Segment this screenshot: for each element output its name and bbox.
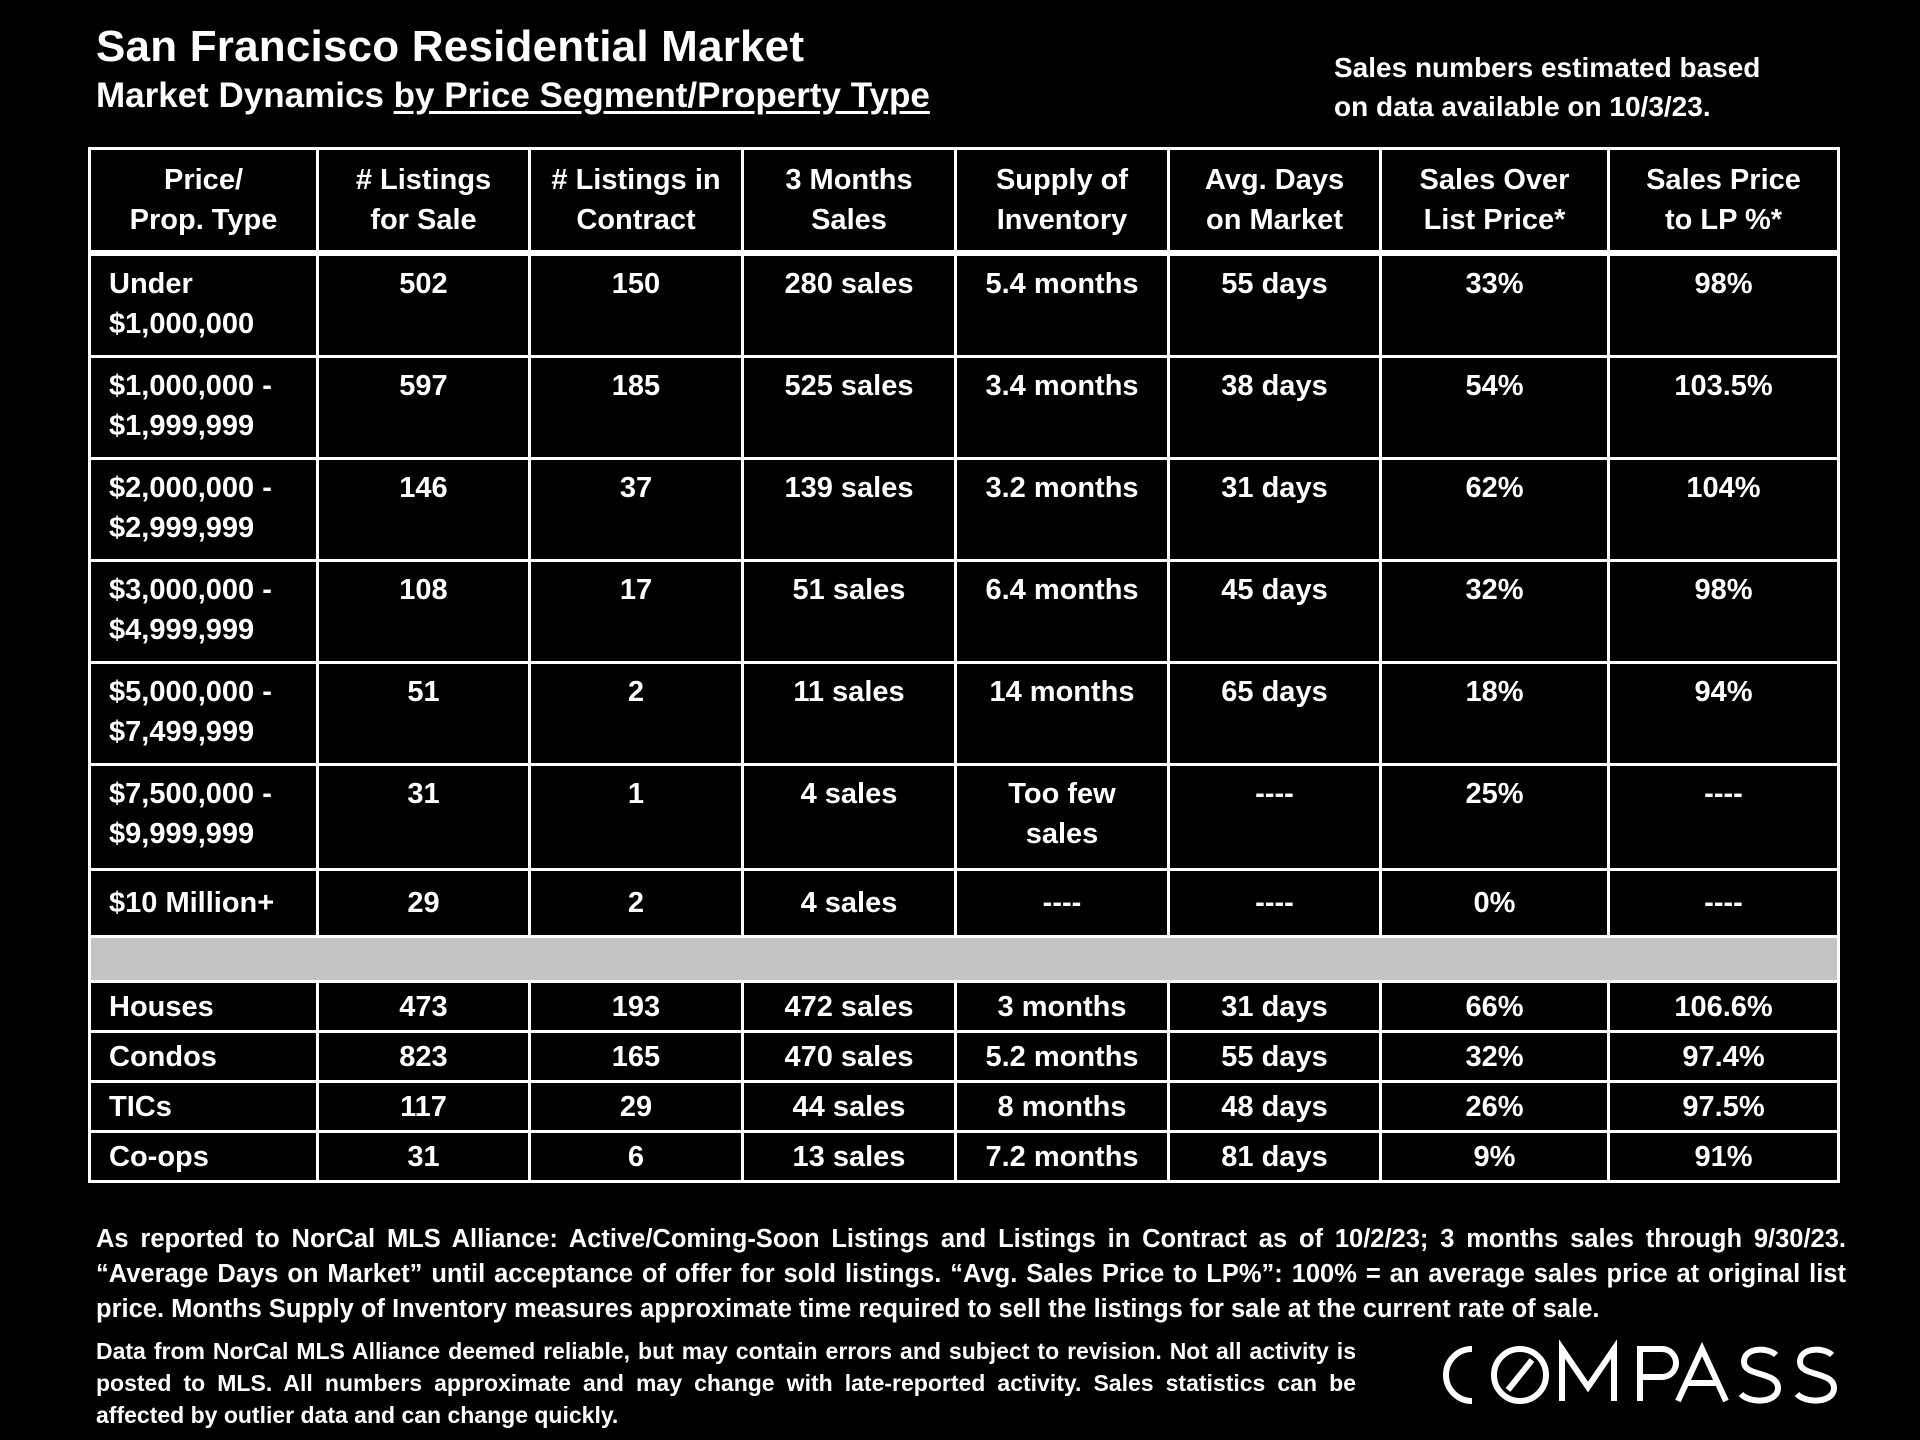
sales-over-list-cell: 32% xyxy=(1381,1032,1609,1082)
table-row xyxy=(90,765,1839,870)
supply-of-inventory-cell xyxy=(956,561,1169,663)
section-separator-row xyxy=(90,937,1839,982)
sales-over-list-cell: 33% xyxy=(1381,253,1609,357)
listings-for-sale-cell: 108 xyxy=(318,561,530,663)
supply-of-inventory-cell xyxy=(956,870,1169,937)
sales-price-to-lp-cell: 91% xyxy=(1609,1132,1839,1182)
listings-in-contract-cell: 6 xyxy=(530,1132,743,1182)
column-header xyxy=(956,149,1169,254)
price-segment-cell xyxy=(90,357,318,459)
sales-over-list-cell: 62% xyxy=(1381,459,1609,561)
supply-of-inventory-cell: 3 months xyxy=(956,982,1169,1032)
supply-of-inventory-cell-line: ---- xyxy=(1042,887,1082,919)
subtitle-plain: Market Dynamics xyxy=(96,76,394,115)
avg-days-on-market-cell: ---- xyxy=(1169,765,1381,870)
listings-for-sale-cell: 31 xyxy=(318,765,530,870)
price-segment-line: $4,999,999 xyxy=(109,614,255,646)
price-segment-cell xyxy=(90,459,318,561)
sales-over-list-cell: 18% xyxy=(1381,663,1609,765)
column-header xyxy=(1609,149,1839,254)
data-date-note-line1: Sales numbers estimated based xyxy=(1334,52,1761,83)
three-month-sales-cell: 4 sales xyxy=(743,765,956,870)
table-row xyxy=(90,1132,1839,1182)
price-segment-line: $1,000,000 - xyxy=(109,370,272,402)
column-header-line: Sales Over xyxy=(1419,164,1570,196)
price-segment-line: $2,000,000 - xyxy=(109,472,272,504)
supply-of-inventory-cell xyxy=(956,663,1169,765)
supply-of-inventory-cell xyxy=(956,253,1169,357)
logo-compass-slash xyxy=(1508,1360,1532,1390)
avg-days-on-market-cell: 55 days xyxy=(1169,253,1381,357)
listings-in-contract-cell: 193 xyxy=(530,982,743,1032)
logo-letter-a xyxy=(1678,1349,1726,1401)
sales-over-list-cell: 32% xyxy=(1381,561,1609,663)
column-header xyxy=(1381,149,1609,254)
sales-over-list-cell: 66% xyxy=(1381,982,1609,1032)
property-type-cell: Houses xyxy=(90,982,318,1032)
table-row xyxy=(90,982,1839,1032)
three-month-sales-cell: 139 sales xyxy=(743,459,956,561)
compass-logo xyxy=(1428,1335,1840,1415)
disclaimer-text: Data from NorCal MLS Alliance deemed reliable, but may contain errors and subject to revision. Not all activity is posted to MLS. All numbers approximate and may change with late-reported activity. Sales statistics can be affected by outlier data and can change quickly. xyxy=(96,1338,1356,1428)
supply-of-inventory-cell-line: sales xyxy=(1025,818,1099,850)
column-header-line: Avg. Days xyxy=(1204,164,1345,196)
logo-letter-s1 xyxy=(1741,1350,1778,1401)
sales-over-list-cell: 54% xyxy=(1381,357,1609,459)
sales-over-list-cell: 9% xyxy=(1381,1132,1609,1182)
avg-days-on-market-cell: 31 days xyxy=(1169,459,1381,561)
supply-of-inventory-cell-line: Too few xyxy=(1008,778,1116,810)
property-type-cell: TICs xyxy=(90,1082,318,1132)
sales-price-to-lp-cell: ---- xyxy=(1609,870,1839,937)
price-segment-cell xyxy=(90,253,318,357)
price-segment-line: $2,999,999 xyxy=(109,512,255,544)
listings-in-contract-cell: 37 xyxy=(530,459,743,561)
three-month-sales-cell: 4 sales xyxy=(743,870,956,937)
avg-days-on-market-cell: 45 days xyxy=(1169,561,1381,663)
listings-in-contract-cell: 17 xyxy=(530,561,743,663)
price-segment-line: $7,499,999 xyxy=(109,716,255,748)
table-row xyxy=(90,663,1839,765)
supply-of-inventory-cell: 8 months xyxy=(956,1082,1169,1132)
column-header-line: Prop. Type xyxy=(129,204,278,236)
logo-letter-s2 xyxy=(1797,1350,1834,1401)
price-segment-line: $1,000,000 xyxy=(109,308,255,340)
supply-of-inventory-cell: 7.2 months xyxy=(956,1132,1169,1182)
listings-for-sale-cell: 502 xyxy=(318,253,530,357)
column-header xyxy=(743,149,956,254)
avg-days-on-market-cell: 48 days xyxy=(1169,1082,1381,1132)
logo-letter-c xyxy=(1446,1349,1472,1401)
market-dynamics-table xyxy=(88,147,1840,1183)
three-month-sales-cell: 525 sales xyxy=(743,357,956,459)
supply-of-inventory-cell-line: 6.4 months xyxy=(985,574,1139,606)
sales-price-to-lp-cell: 103.5% xyxy=(1609,357,1839,459)
avg-days-on-market-cell: 55 days xyxy=(1169,1032,1381,1082)
column-header xyxy=(318,149,530,254)
price-segment-line: $10 Million+ xyxy=(109,887,275,919)
property-type-cell: Condos xyxy=(90,1032,318,1082)
sales-over-list-cell: 25% xyxy=(1381,765,1609,870)
three-month-sales-cell: 280 sales xyxy=(743,253,956,357)
data-date-note xyxy=(1334,48,1760,126)
supply-of-inventory-cell-line: 3.4 months xyxy=(985,370,1139,402)
price-segment-line: $1,999,999 xyxy=(109,410,255,442)
table-row xyxy=(90,870,1839,937)
table-row xyxy=(90,561,1839,663)
avg-days-on-market-cell: 38 days xyxy=(1169,357,1381,459)
column-header-line: # Listings in xyxy=(551,164,721,196)
column-header xyxy=(1169,149,1381,254)
listings-in-contract-cell: 165 xyxy=(530,1032,743,1082)
price-segment-cell xyxy=(90,663,318,765)
listings-in-contract-cell: 185 xyxy=(530,357,743,459)
listings-for-sale-cell: 51 xyxy=(318,663,530,765)
column-header xyxy=(90,149,318,254)
sales-price-to-lp-cell: 104% xyxy=(1609,459,1839,561)
listings-for-sale-cell: 597 xyxy=(318,357,530,459)
price-segment-cell xyxy=(90,765,318,870)
supply-of-inventory-cell-line: 14 months xyxy=(989,676,1135,708)
table-header-row xyxy=(90,149,1839,254)
avg-days-on-market-cell: 65 days xyxy=(1169,663,1381,765)
listings-for-sale-cell: 31 xyxy=(318,1132,530,1182)
subtitle-underlined: by Price Segment/Property Type xyxy=(393,76,930,115)
column-header-line: Supply of xyxy=(995,164,1129,196)
supply-of-inventory-cell xyxy=(956,765,1169,870)
three-month-sales-cell: 13 sales xyxy=(743,1132,956,1182)
data-date-note-line2: on data available on 10/3/23. xyxy=(1334,91,1711,122)
listings-in-contract-cell: 2 xyxy=(530,663,743,765)
supply-of-inventory-cell xyxy=(956,357,1169,459)
column-header-line: # Listings xyxy=(355,164,492,196)
listings-for-sale-cell: 823 xyxy=(318,1032,530,1082)
price-segment-line: $5,000,000 - xyxy=(109,676,272,708)
three-month-sales-cell: 44 sales xyxy=(743,1082,956,1132)
listings-for-sale-cell: 146 xyxy=(318,459,530,561)
listings-in-contract-cell: 2 xyxy=(530,870,743,937)
avg-days-on-market-cell: ---- xyxy=(1169,870,1381,937)
methodology-footnote: As reported to NorCal MLS Alliance: Active/Coming-Soon Listings and Listings in Contract as of 10/2/23; 3 months sales through 9/30/23. “Average Days on Market” until acceptance of offer for sold listings. “Avg. Sales Price to LP%”: 100% = an average sales price at original list price. Months Supply of Inventory measures approximate time required to sell the listings for sale at the current rate of sale. xyxy=(96,1225,1846,1323)
price-segment-cell xyxy=(90,870,318,937)
sales-over-list-cell: 26% xyxy=(1381,1082,1609,1132)
table-row xyxy=(90,253,1839,357)
sales-over-list-cell: 0% xyxy=(1381,870,1609,937)
avg-days-on-market-cell: 31 days xyxy=(1169,982,1381,1032)
table-body xyxy=(90,253,1839,1182)
listings-for-sale-cell: 473 xyxy=(318,982,530,1032)
property-type-cell: Co-ops xyxy=(90,1132,318,1182)
supply-of-inventory-cell-line: 3.2 months xyxy=(985,472,1139,504)
three-month-sales-cell: 470 sales xyxy=(743,1032,956,1082)
table-row xyxy=(90,1082,1839,1132)
column-header-line: Contract xyxy=(576,204,696,236)
price-segment-line: $7,500,000 - xyxy=(109,778,272,810)
supply-of-inventory-cell-line: 5.4 months xyxy=(985,268,1139,300)
supply-of-inventory-cell: 5.2 months xyxy=(956,1032,1169,1082)
sales-price-to-lp-cell: 97.5% xyxy=(1609,1082,1839,1132)
price-segment-line: $3,000,000 - xyxy=(109,574,272,606)
sales-price-to-lp-cell: 106.6% xyxy=(1609,982,1839,1032)
table-row xyxy=(90,459,1839,561)
supply-of-inventory-cell xyxy=(956,459,1169,561)
sales-price-to-lp-cell: 98% xyxy=(1609,253,1839,357)
sales-price-to-lp-cell: 98% xyxy=(1609,561,1839,663)
sales-price-to-lp-cell: ---- xyxy=(1609,765,1839,870)
listings-in-contract-cell: 29 xyxy=(530,1082,743,1132)
column-header-line: to LP %* xyxy=(1664,204,1783,236)
column-header-line: for Sale xyxy=(370,204,477,236)
listings-in-contract-cell: 1 xyxy=(530,765,743,870)
listings-in-contract-cell: 150 xyxy=(530,253,743,357)
table-row xyxy=(90,1032,1839,1082)
price-segment-line: Under xyxy=(109,268,193,300)
column-header-line: List Price* xyxy=(1423,204,1566,236)
avg-days-on-market-cell: 81 days xyxy=(1169,1132,1381,1182)
three-month-sales-cell: 51 sales xyxy=(743,561,956,663)
logo-letter-m xyxy=(1562,1349,1614,1401)
sales-price-to-lp-cell: 94% xyxy=(1609,663,1839,765)
section-separator xyxy=(90,937,1839,982)
price-segment-line: $9,999,999 xyxy=(109,818,255,850)
page-title: San Francisco Residential Market xyxy=(96,22,805,71)
column-header-line: on Market xyxy=(1206,204,1343,236)
column-header-line: 3 Months xyxy=(785,164,913,196)
column-header-line: Inventory xyxy=(996,204,1128,236)
column-header-line: Sales xyxy=(811,204,887,236)
column-header-line: Price/ xyxy=(164,164,243,196)
sales-price-to-lp-cell: 97.4% xyxy=(1609,1032,1839,1082)
listings-for-sale-cell: 29 xyxy=(318,870,530,937)
logo-letter-p xyxy=(1640,1349,1676,1401)
column-header-line: Sales Price xyxy=(1646,164,1801,196)
price-segment-cell xyxy=(90,561,318,663)
three-month-sales-cell: 11 sales xyxy=(743,663,956,765)
listings-for-sale-cell: 117 xyxy=(318,1082,530,1132)
table-row xyxy=(90,357,1839,459)
three-month-sales-cell: 472 sales xyxy=(743,982,956,1032)
page-subtitle xyxy=(96,76,930,116)
column-header xyxy=(530,149,743,254)
